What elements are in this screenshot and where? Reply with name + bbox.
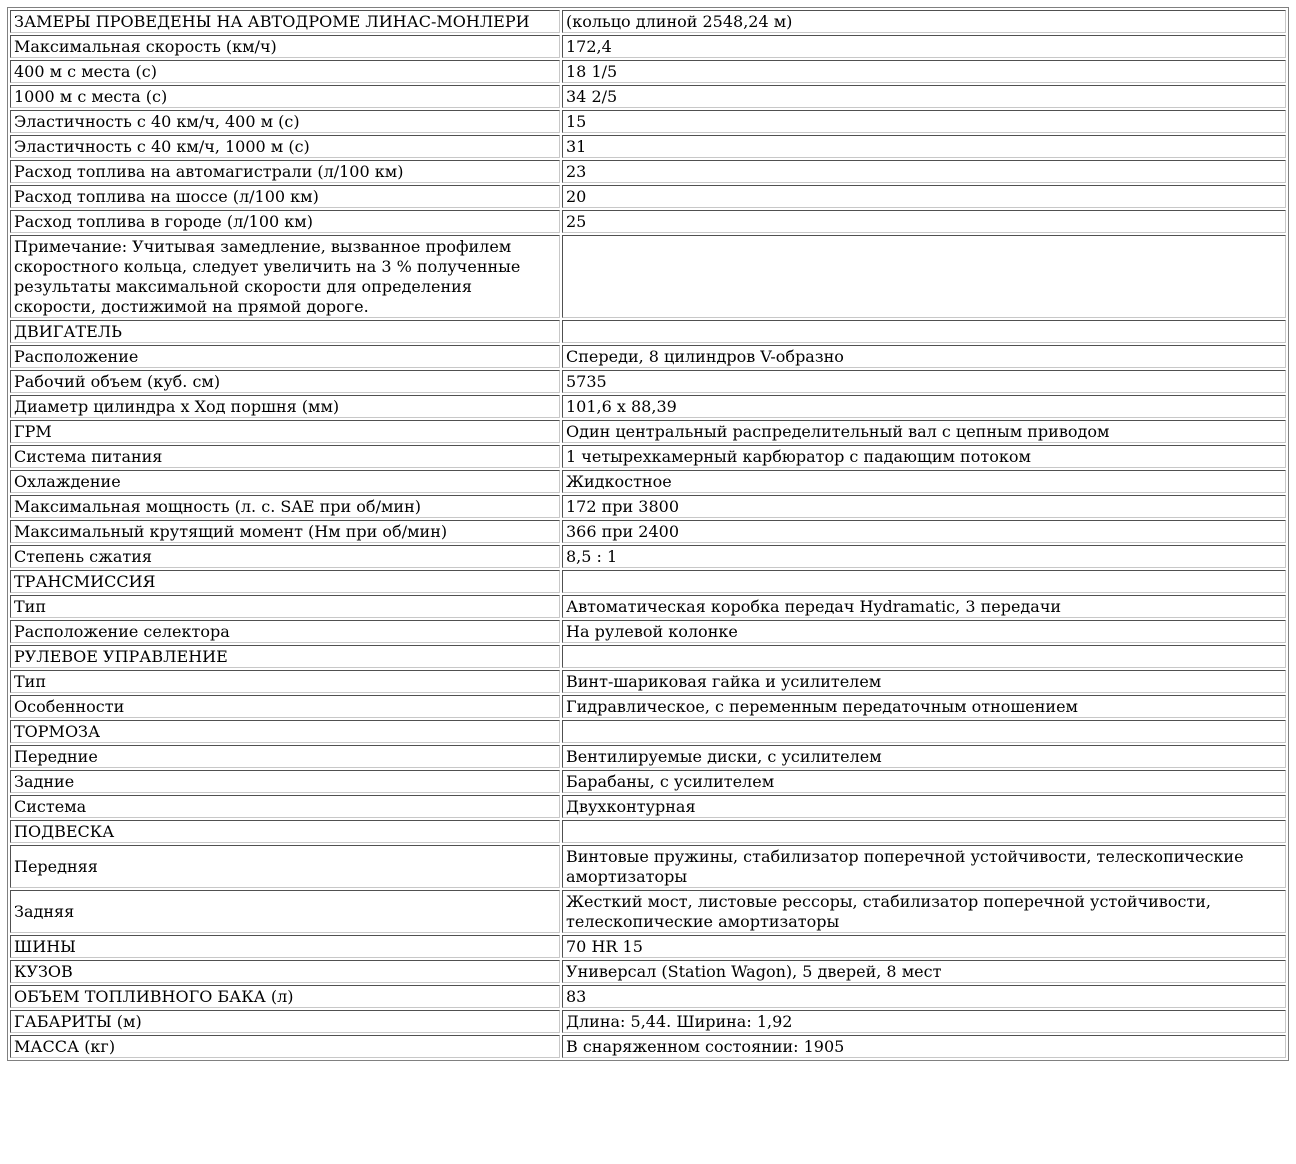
row-label: 400 м с места (с) [10,60,560,83]
row-value: 172,4 [562,35,1286,58]
row-label: Расход топлива на автомагистрали (л/100 км) [10,160,560,183]
row-value [562,570,1286,593]
row-value: 31 [562,135,1286,158]
row-value: Вентилируемые диски, с усилителем [562,745,1286,768]
table-row [10,935,1286,958]
row-label: Рабочий объем (куб. см) [10,370,560,393]
row-label: Диаметр цилиндра x Ход поршня (мм) [10,395,560,418]
table-row [10,595,1286,618]
row-label: КУЗОВ [10,960,560,983]
row-value: 101,6 x 88,39 [562,395,1286,418]
table-row [10,1035,1286,1058]
table-row [10,85,1286,108]
row-value: 23 [562,160,1286,183]
row-label: ЗАМЕРЫ ПРОВЕДЕНЫ НА АВТОДРОМЕ ЛИНАС-МОНЛЕРИ [10,10,560,33]
row-label: Система [10,795,560,818]
section-row [10,320,1286,343]
row-value [562,720,1286,743]
row-value [562,645,1286,668]
spec-table-body [10,10,1286,1058]
row-label: Охлаждение [10,470,560,493]
table-row [10,445,1286,468]
table-row-note [10,235,1286,318]
row-value: 83 [562,985,1286,1008]
row-value: Двухконтурная [562,795,1286,818]
spec-table [7,7,1289,1061]
section-row [10,645,1286,668]
row-value: (кольцо длиной 2548,24 м) [562,10,1286,33]
row-value [562,820,1286,843]
table-row [10,185,1286,208]
table-row [10,495,1286,518]
note-text: Примечание: Учитывая замедление, вызванное профилем скоростного кольца, следует увеличить на 3 % полученные результаты максимальной скорости для определения скорости, достижимой на прямой дороге. [10,235,560,318]
table-row [10,35,1286,58]
row-value: Универсал (Station Wagon), 5 дверей, 8 мест [562,960,1286,983]
row-label: Передние [10,745,560,768]
table-row [10,395,1286,418]
row-value: Жесткий мост, листовые рессоры, стабилизатор поперечной устойчивости, телескопические амортизаторы [562,890,1286,933]
row-label: Расположение [10,345,560,368]
row-label: Расход топлива на шоссе (л/100 км) [10,185,560,208]
table-row [10,620,1286,643]
section-heading: ДВИГАТЕЛЬ [10,320,560,343]
row-value: Винтовые пружины, стабилизатор поперечной устойчивости, телескопические амортизаторы [562,845,1286,888]
row-label: ГРМ [10,420,560,443]
row-label: Задние [10,770,560,793]
row-label: Эластичность с 40 км/ч, 1000 м (с) [10,135,560,158]
row-value: 70 HR 15 [562,935,1286,958]
row-label: Максимальная скорость (км/ч) [10,35,560,58]
row-value: 25 [562,210,1286,233]
table-row [10,845,1286,888]
row-label: Максимальный крутящий момент (Нм при об/мин) [10,520,560,543]
table-row [10,985,1286,1008]
table-row [10,795,1286,818]
section-heading: ТОРМОЗА [10,720,560,743]
row-label: МАССА (кг) [10,1035,560,1058]
table-row [10,1010,1286,1033]
row-value: 366 при 2400 [562,520,1286,543]
row-value: На рулевой колонке [562,620,1286,643]
row-label: 1000 м с места (с) [10,85,560,108]
table-row [10,890,1286,933]
table-row [10,695,1286,718]
section-heading: РУЛЕВОЕ УПРАВЛЕНИЕ [10,645,560,668]
table-row [10,960,1286,983]
row-value: Спереди, 8 цилиндров V-образно [562,345,1286,368]
table-row [10,470,1286,493]
table-row [10,520,1286,543]
row-value [562,320,1286,343]
table-row [10,60,1286,83]
row-value: 172 при 3800 [562,495,1286,518]
section-heading: ТРАНСМИССИЯ [10,570,560,593]
table-row [10,345,1286,368]
row-value: Один центральный распределительный вал с цепным приводом [562,420,1286,443]
row-value: 5735 [562,370,1286,393]
row-value: Гидравлическое, с переменным передаточным отношением [562,695,1286,718]
row-value: 8,5 : 1 [562,545,1286,568]
row-value: 15 [562,110,1286,133]
row-value: Жидкостное [562,470,1286,493]
row-label: ШИНЫ [10,935,560,958]
table-row [10,545,1286,568]
row-label: Эластичность с 40 км/ч, 400 м (с) [10,110,560,133]
table-row [10,670,1286,693]
row-label: Тип [10,595,560,618]
row-value: Винт-шариковая гайка и усилителем [562,670,1286,693]
section-heading: ПОДВЕСКА [10,820,560,843]
table-row [10,370,1286,393]
table-row [10,770,1286,793]
table-row [10,110,1286,133]
row-label: Задняя [10,890,560,933]
section-row [10,720,1286,743]
row-value: 18 1/5 [562,60,1286,83]
section-row [10,820,1286,843]
row-label: Степень сжатия [10,545,560,568]
row-label: Расход топлива в городе (л/100 км) [10,210,560,233]
section-row [10,570,1286,593]
row-label: Система питания [10,445,560,468]
table-row [10,745,1286,768]
row-value: Автоматическая коробка передач Hydramatic, 3 передачи [562,595,1286,618]
row-value: Длина: 5,44. Ширина: 1,92 [562,1010,1286,1033]
row-label: Максимальная мощность (л. с. SAE при об/мин) [10,495,560,518]
row-label: ГАБАРИТЫ (м) [10,1010,560,1033]
row-value: Барабаны, с усилителем [562,770,1286,793]
row-value: 1 четырехкамерный карбюратор с падающим потоком [562,445,1286,468]
row-value: 20 [562,185,1286,208]
table-row [10,210,1286,233]
row-label: Передняя [10,845,560,888]
row-label: Особенности [10,695,560,718]
table-row [10,420,1286,443]
row-value: В снаряженном состоянии: 1905 [562,1035,1286,1058]
table-row [10,135,1286,158]
table-row [10,10,1286,33]
row-label: Тип [10,670,560,693]
row-value: 34 2/5 [562,85,1286,108]
row-label: ОБЪЕМ ТОПЛИВНОГО БАКА (л) [10,985,560,1008]
row-value [562,235,1286,318]
table-row [10,160,1286,183]
row-label: Расположение селектора [10,620,560,643]
